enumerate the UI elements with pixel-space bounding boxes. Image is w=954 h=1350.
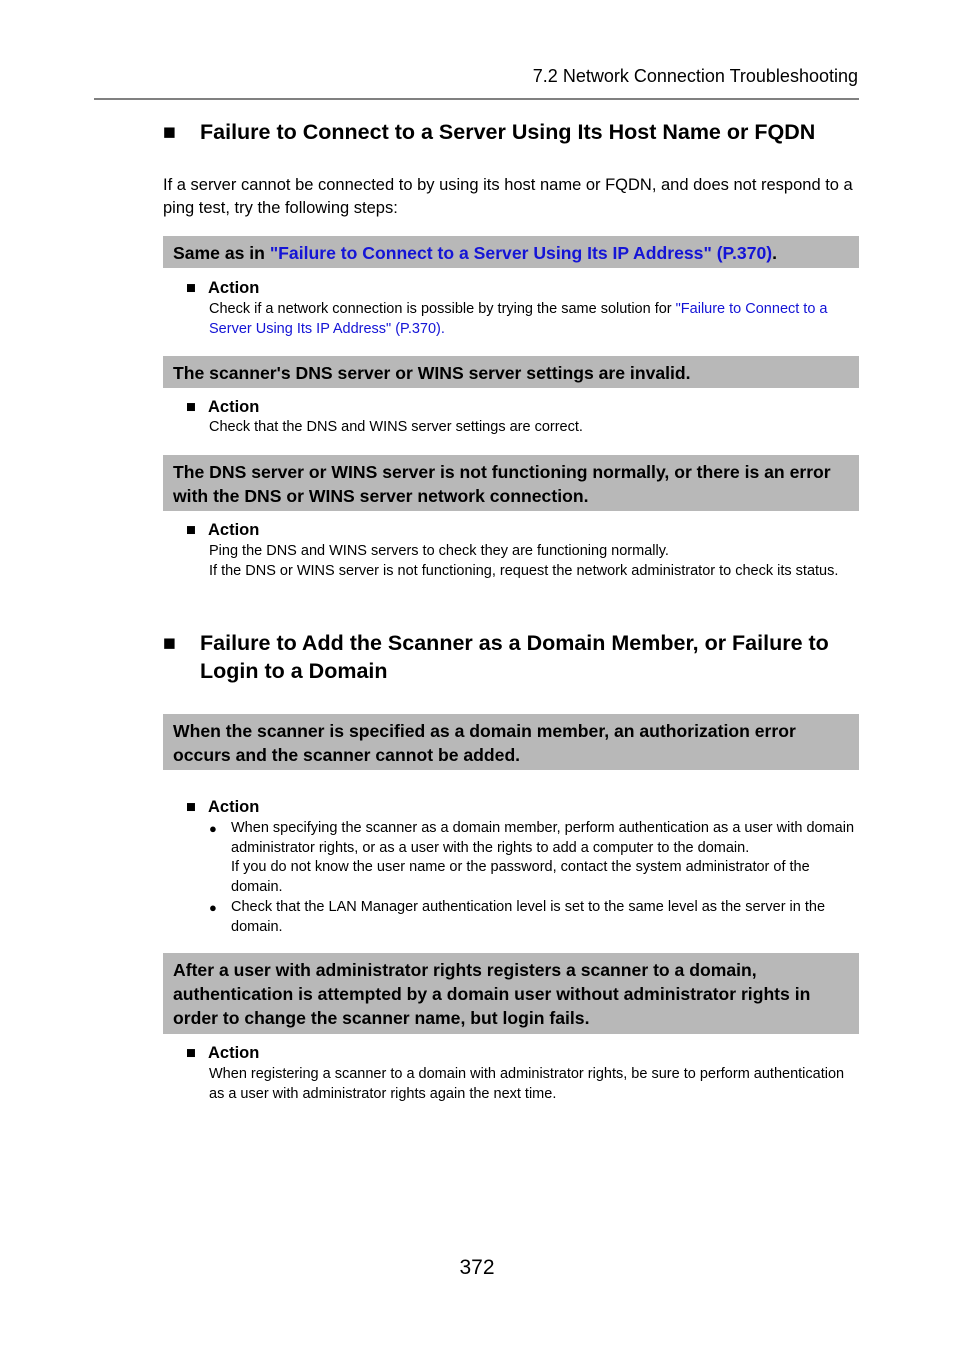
- action-label: Action: [208, 521, 260, 539]
- action-heading: [186, 1043, 259, 1063]
- problem-band-login-fails: After a user with administrator rights registers a scanner to a domain, authentication is attempted by a domain user without administrator rights in order to change the scanner name, but login fails.: [163, 953, 859, 1034]
- square-bullet-icon: ■: [186, 798, 196, 816]
- action-label: Action: [208, 279, 260, 297]
- problem-band-same-as-ip: [163, 236, 859, 268]
- list-item-line: If you do not know the user name or the password, contact the system administrator of the domain.: [231, 859, 810, 895]
- running-header: 7.2 Network Connection Troubleshooting: [532, 66, 858, 86]
- square-bullet-icon: ■: [163, 631, 176, 655]
- section-title-text: Failure to Connect to a Server Using Its Host Name or FQDN: [200, 120, 816, 144]
- square-bullet-icon: ■: [186, 521, 196, 539]
- intro-paragraph: If a server cannot be connected to by using its host name or FQDN, and does not respond to a ping test, try the following steps:: [163, 176, 853, 217]
- list-item-text: Check that the LAN Manager authentication level is set to the same level as the server in the domain.: [231, 899, 826, 935]
- action-heading: [186, 520, 259, 540]
- action-label: Action: [208, 398, 260, 416]
- action-label: Action: [208, 798, 260, 816]
- header-divider: [94, 98, 859, 100]
- problem-band-authorization-error: When the scanner is specified as a domain member, an authorization error occurs and the scanner cannot be added.: [163, 714, 859, 770]
- problem-link-ip-address[interactable]: "Failure to Connect to a Server Using Its IP Address" (P.370): [269, 243, 773, 263]
- action-text-line: If the DNS or WINS server is not functioning, request the network administrator to check its status.: [209, 562, 839, 579]
- bullet-dot-icon: ●: [209, 900, 217, 915]
- action-link-ip-address[interactable]: "Failure to Connect to a Server Using Its IP Address" (P.370).: [209, 301, 828, 337]
- problem-prefix: Same as in: [173, 243, 270, 263]
- action-text: When registering a scanner to a domain with administrator rights, be sure to perform authentication as a user with administrator rights again the next time.: [209, 1066, 845, 1102]
- problem-band-dns-settings: The scanner's DNS server or WINS server settings are invalid.: [163, 356, 859, 388]
- action-label: Action: [208, 1044, 260, 1062]
- section-title-host-name: [163, 118, 863, 146]
- list-item-line: When specifying the scanner as a domain member, perform authentication as a user with domain administrator rights, or as a user with the rights to add a computer to the domain.: [231, 820, 855, 856]
- list-item: [209, 819, 859, 897]
- page-number: 372: [459, 1256, 495, 1279]
- bullet-dot-icon: ●: [209, 821, 217, 836]
- square-bullet-icon: ■: [186, 279, 196, 297]
- list-item: [209, 898, 859, 937]
- action-heading: [186, 397, 259, 417]
- action-text: [209, 300, 859, 339]
- square-bullet-icon: ■: [186, 1044, 196, 1062]
- problem-suffix: .: [772, 243, 778, 263]
- action-heading: [186, 278, 259, 298]
- action-text: [209, 542, 859, 581]
- square-bullet-icon: ■: [163, 120, 176, 144]
- section-title-domain-member: [163, 629, 863, 685]
- action-text-main: Check if a network connection is possible by trying the same solution for: [209, 301, 676, 317]
- problem-band-dns-not-functioning: The DNS server or WINS server is not functioning normally, or there is an error with the DNS or WINS server network connection.: [163, 455, 859, 511]
- action-text-line: Ping the DNS and WINS servers to check they are functioning normally.: [209, 543, 669, 559]
- square-bullet-icon: ■: [186, 398, 196, 416]
- section-title-text: Failure to Add the Scanner as a Domain Member, or Failure to Login to a Domain: [200, 631, 829, 683]
- action-text: Check that the DNS and WINS server settings are correct.: [209, 419, 583, 435]
- action-heading: [186, 797, 259, 817]
- list-item-text: [231, 819, 859, 897]
